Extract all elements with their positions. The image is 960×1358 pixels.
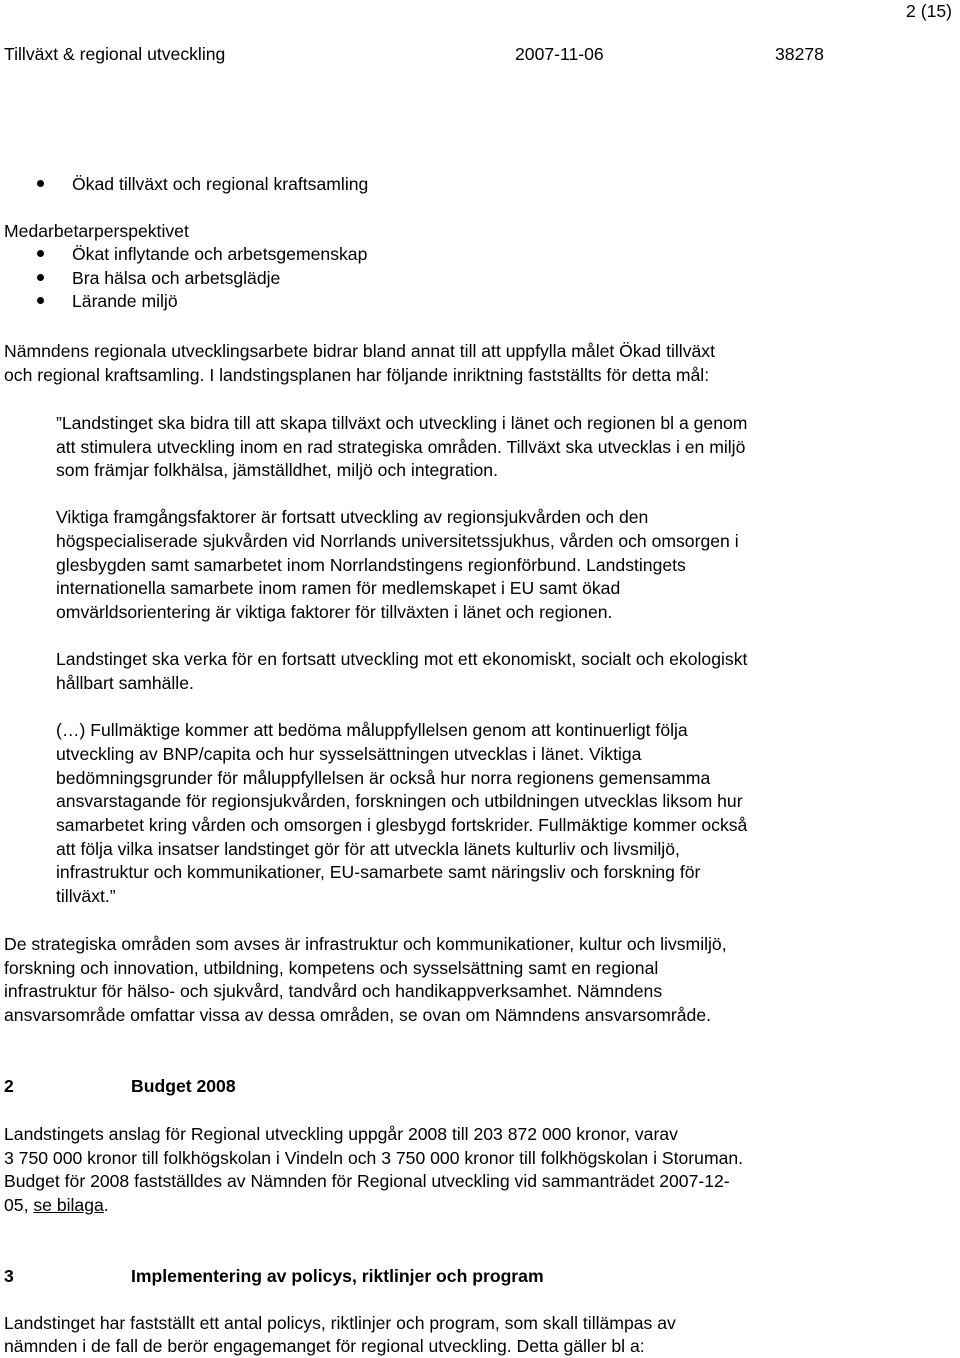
strategic-line: De strategiska områden som avses är infrastruktur och kommunikationer, kultur och livsmiljö,	[4, 934, 727, 954]
section-number: 2	[4, 1076, 14, 1096]
bullet-icon	[37, 297, 44, 304]
strategic-line: ansvarsområde omfattar vissa av dessa områden, se ovan om Nämndens ansvarsområde.	[4, 1005, 712, 1025]
policy-line: Landstinget har fastställt ett antal policys, riktlinjer och program, som skall tillämpas av	[4, 1313, 676, 1333]
quote-line: (…) Fullmäktige kommer att bedöma måluppfyllelsen genom att kontinuerligt följa	[56, 720, 688, 740]
section-title: Budget 2008	[131, 1076, 236, 1096]
quote-line: att följa vilka insatser landstinget gör för att utveckla länets kulturliv och livsmiljö,	[56, 839, 680, 859]
section-heading: Medarbetarperspektivet	[4, 221, 189, 241]
bullet-item: Lärande miljö	[72, 291, 178, 311]
quote-line: att stimulera utveckling inom en rad strategiska områden. Tillväxt ska utvecklas i en miljö	[56, 437, 746, 457]
budget-line: Landstingets anslag för Regional utveckling uppgår 2008 till 203 872 000 kronor, varav	[4, 1124, 678, 1144]
page-number: 2 (15)	[906, 1, 952, 21]
quote-line: infrastruktur och kommunikationer, EU-samarbete samt näringsliv och forskning för	[56, 862, 701, 882]
bullet-icon	[37, 180, 44, 187]
strategic-line: infrastruktur för hälso- och sjukvård, tandvård och handikappverksamhet. Nämndens	[4, 981, 663, 1001]
budget-line-prefix: 05,	[4, 1195, 34, 1215]
quote-line: samarbetet kring vården och omsorgen i glesbygd fortskrider. Fullmäktige kommer också	[56, 815, 748, 835]
quote-line: hållbart samhälle.	[56, 673, 194, 693]
section-number: 3	[4, 1266, 14, 1286]
quote-line: Landstinget ska verka för en fortsatt utveckling mot ett ekonomiskt, socialt och ekologiskt	[56, 649, 748, 669]
policy-line: nämnden i de fall de berör engagemanget för regional utveckling. Detta gäller bl a:	[4, 1336, 645, 1356]
quote-line: Viktiga framgångsfaktorer är fortsatt utveckling av regionsjukvården och den	[56, 507, 649, 527]
intro-line: Nämndens regionala utvecklingsarbete bidrar bland annat till att uppfylla målet Ökad tillväxt	[4, 341, 715, 361]
document-title: Tillväxt & regional utveckling	[4, 44, 226, 64]
document-date: 2007-11-06	[515, 44, 604, 64]
budget-line	[4, 1194, 109, 1216]
bullet-item: Bra hälsa och arbetsglädje	[72, 268, 281, 288]
budget-line: Budget för 2008 fastställdes av Nämnden för Regional utveckling vid sammanträdet 2007-12-	[4, 1171, 730, 1191]
bullet-item: Ökat inflytande och arbetsgemenskap	[72, 244, 368, 264]
bullet-item: Ökad tillväxt och regional kraftsamling	[72, 174, 369, 194]
quote-line: internationella samarbete inom ramen för medlemskapet i EU samt ökad	[56, 578, 621, 598]
quote-line: som främjar folkhälsa, jämställdhet, miljö och integration.	[56, 460, 498, 480]
budget-line-suffix: .	[103, 1195, 109, 1215]
quote-line: tillväxt.”	[56, 886, 116, 906]
quote-line: högspecialiserade sjukvården vid Norrlands universitetssjukhus, vården och omsorgen i	[56, 531, 739, 551]
bullet-icon	[37, 250, 44, 257]
quote-line: glesbygden samt samarbetet inom Norrlandstingens regionförbund. Landstingets	[56, 555, 686, 575]
quote-line: utveckling av BNP/capita och hur sysselsättningen utvecklas i länet. Viktiga	[56, 744, 642, 764]
budget-line: 3 750 000 kronor till folkhögskolan i Vindeln och 3 750 000 kronor till folkhögskolan i Storuman.	[4, 1148, 744, 1168]
intro-line: och regional kraftsamling. I landstingsplanen har följande inriktning fastställts för detta mål:	[4, 365, 710, 385]
quote-line: omvärldsorientering är viktiga faktorer för tillväxten i länet och regionen.	[56, 602, 613, 622]
strategic-line: forskning och innovation, utbildning, kompetens och sysselsättning samt en regional	[4, 958, 659, 978]
section-title: Implementering av policys, riktlinjer och program	[131, 1266, 544, 1286]
document-number: 38278	[775, 44, 824, 64]
quote-line: ansvarstagande för regionsjukvården, forskningen och utbildningen utvecklas liksom hur	[56, 791, 743, 811]
quote-line: bedömningsgrunder för måluppfyllelsen är också hur norra regionens gemensamma	[56, 768, 711, 788]
quote-line: ”Landstinget ska bidra till att skapa tillväxt och utveckling i länet och regionen bl a genom	[56, 413, 748, 433]
attachment-link[interactable]: se bilaga	[33, 1195, 104, 1215]
bullet-icon	[37, 274, 44, 281]
